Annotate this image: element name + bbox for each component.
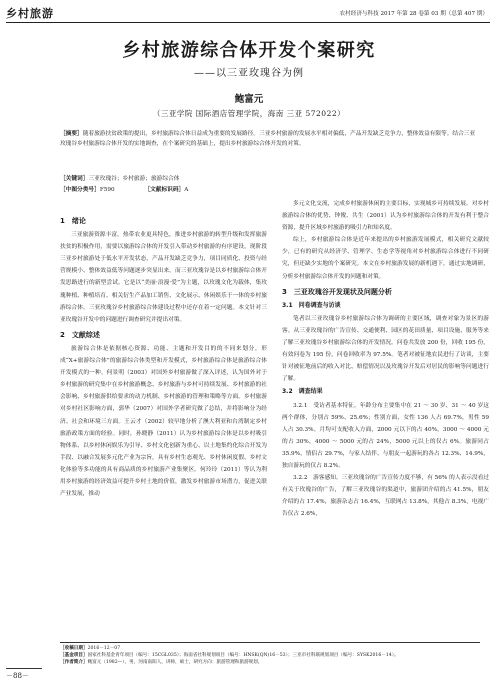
abstract-text: 随着旅游扶贫政策的提出，乡村旅游综合体日益成为重要的发展路径。三亚乡村旅游的发展水平相对偏低，产品开发缺乏竞争力，整体效益有限等。结合三亚玫瑰谷乡村旅游综合体开发的实地调查，在个案研究的基础上，提出乡村旅游综合体开发的对策。 [60,131,476,148]
page-header [0,0,498,26]
paragraph: 3.2.1 受访者基本特征。年龄分布主要集中在 21 ～ 30 岁、31 ～ 40 岁这两个群体，分别占 59%、25.6%；性别方面，女性 136 人占 69.7%，男性 59 人占 30.3%。月均可支配收入方面，2000 元以下的占 40%，3000 ～ 4000 元的占 30%，4000 ～ 5000 元的占 24%，5000 元以上的仅占 6%。旅游同占 35.9%，情侣占 29.7%，与家人结伴、与朋友一起游玩的各占 12.3%、14.9%，独自游玩的仅占 8.2%。 [282,402,489,469]
article-title: 乡村旅游综合体开发个案研究 [122,40,376,61]
paragraph: 三亚旅游资源丰富，热带农业更具特色，推进乡村旅游的转型升级和发挥旅游扶贫的积极作用，需要以旅游综合体的开发引入带动乡村旅游的有序建设。现阶段三亚乡村旅游处于低水平开发状态，产品开发缺乏竞争力，项目同质化、投资与经营规模小、整体效益低等问题逐步突显出来。而三亚玫瑰谷是以乡村旅游综合体开发思路进行的新型尝试。它是以“美丽·浪漫·爱”为主题，以玫瑰文化为载体，集玫瑰种植、种植培育、相关衍生产品加工销售、文化展示、休闲娱乐于一体的乡村旅游综合体。三亚玫瑰谷乡村旅游综合体建设过程中还存在着一定问题。本文针对三亚玫瑰谷开发中的问题进行调查研究并提出对策。 [60,232,267,323]
author-bio-label: ［作者简介］ [60,660,88,665]
section-heading-1: 1 绪论 [60,217,86,225]
classification [60,184,216,193]
subsection-heading-3-2: 3.2 调查结果 [282,388,323,396]
paragraph: 综上，乡村旅游综合体是近年来提出的乡村旅游发展模式，相关研究文献较少，已有的研究从经济学、管理学、生态学等视角对乡村旅游综合体进行不同研究，但还缺少实地的个案研究。本文在乡村旅游发展的新机遇下，通过实地调研，分析乡村旅游综合体开发的问题和对策。 [282,237,489,280]
author-name: 鲍富元 [234,94,264,105]
received-label: ［收稿日期］ [60,646,88,651]
paragraph: 3.2.2 游客感知。三亚玫瑰谷的广告宣传力度不够，有 56% 的人表示没看过有关于玫瑰谷的广告，了解三亚玫瑰谷的渠道中，旅游团介绍的占 41.5%，朋友介绍的占 17.4%，旅游杂志占 16.4%，互联网占 13.8%，其他占 8.3%，电视广告仅占 2.6%， [282,475,489,518]
doc-code-label: ［文献标识码］ [144,187,185,193]
page-number-rule [6,668,42,669]
right-column [282,198,489,520]
keywords [60,173,179,182]
page-number: －88－ [6,672,29,680]
doc-code: A [184,187,189,193]
clc-label: ［中图分类号］ [60,187,100,193]
section-label: 乡村旅游 [6,7,54,20]
keywords-text: 三亚玫瑰谷；乡村旅游；旅游综合体 [88,176,180,182]
abstract-label: ［摘要］ [60,131,83,137]
fund-label: ［基金项目］ [60,653,88,658]
received-date: 2016－12－07 [87,646,121,651]
fund-text: 国家社科基金青年项目（编号：15CGL035）；海南省社科规划项目（编号：HNSK(QN)16－53）；三亚市社科联规划项目（编号：SYSK2016－14）。 [87,653,399,658]
section-heading-3: 3 三亚玫瑰谷开发现状及问题分析 [282,287,392,296]
keywords-label: ［关键词］ [60,176,89,182]
journal-citation: 农村经济与科技 2017 年第 28 卷第 03 期（总第 407 期） [339,11,488,17]
header-rule [6,22,490,23]
footnote-rule [60,642,480,643]
paragraph: 旅游综合体是依据核心资源、功能、主题和开发目的的不同来划分，形成“X+旅游综合体”的旅游综合体类型和开发模式，乡村旅游综合体是旅游综合体开发模式的一种。何景明（2003）对国外乡村旅游做了深入评述，认为国外对于乡村旅游的研究集中在乡村旅游概念、乡村旅游与乡村可持续发展、乡村旅游的社会影响、乡村旅游供给要求的动力机制、乡村旅游的管理和策略等方面。乡村旅游对乡村社区影响方面，郭华（2007）对国外学者研究做了总结，并将影响分为经济、社会和环境三方面。王云才（2002）较早地分析了澳大利亚和台湾制定乡村旅游政策方面的经验。同时，孙晓静（2011）认为乡村旅游综合体是以乡村吸引物体系、以乡村休闲娱乐为引导、乡村文化创新为重心、以土地集约化综合开发为手段、以融合发展多元化产业为宗旨，具有乡村生态观光、乡村休闲度假、乡村文化体验等多功能的具有商品质的乡村旅游产业集聚区。何玲玲（2011）等认为利用乡村旅游的经济效益可提升乡村土地的价值，激发乡村旅游市场潜力，促进关联产业发展，推动 [60,345,267,498]
footnote [60,645,480,666]
paragraph: 多元文化交流，完成乡村旅游休闲的主要目标，实现城乡可持续发展。对乡村旅游综合体的优势、钟俊、共生（2001）认为乡村旅游综合体的开发有利于整合资源，提升区域乡村旅游的吸引力和知名度。 [282,201,489,232]
paragraph: 笔者以三亚玫瑰谷乡村旅游综合体为调研的主要区域，调查对象为景区的游客。从三亚玫瑰谷的广告宣传、交通便利、园区的花田质量、项目设施、服务等来了解三亚玫瑰谷乡村旅游综合体的开发情况。问卷共发放 200 份，回收 195 份，有效问卷为 195 份，问卷回收率为 97.5%。笔者对被征地农民进行了访谈，主要针对被征地前后的收入对比、赔偿情况以及玫瑰谷开发后对居民的影响等问题进行了解。 [282,315,489,383]
author-affiliation: （三亚学院 国际酒店管理学院，海南 三亚 572022） [152,109,346,118]
clc-code: F590 [99,187,115,193]
section-heading-2: 2 文献综述 [60,330,100,339]
abstract [60,129,480,149]
author-bio: 鲍富元（1982—），男，河南南阳人，讲师，硕士，研究方向：旅游管理和旅游规划。 [87,660,263,665]
article-subtitle: ——以三亚玫瑰谷为例 [194,68,304,79]
subsection-heading-3-1: 3.1 问卷调查与访谈 [282,301,341,309]
left-column [60,212,267,500]
